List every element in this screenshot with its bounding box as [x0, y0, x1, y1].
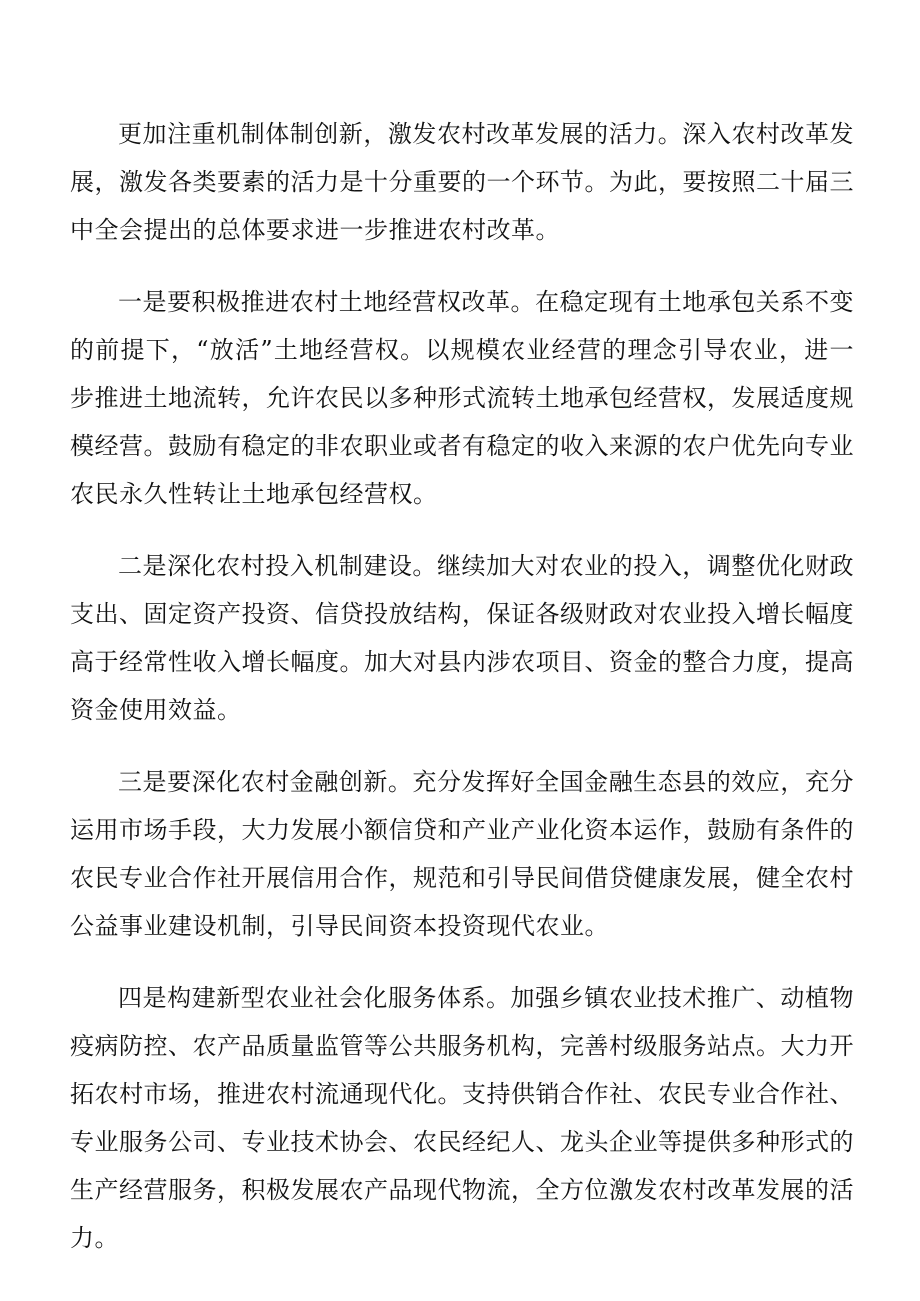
document-body	[70, 110, 854, 1286]
paragraph-intro: 更加注重机制体制创新，激发农村改革发展的活力。深入农村改革发展，激发各类要素的活力是十分重要的一个环节。为此，要按照二十届三中全会提出的总体要求进一步推进农村改革。	[70, 120, 854, 244]
paragraph-services: 四是构建新型农业社会化服务体系。加强乡镇农业技术推广、动植物疫病防控、农产品质量监管等公共服务机构，完善村级服务站点。大力开拓农村市场，推进农村流通现代化。支持供销合作社、农民专业合作社、专业服务公司、专业技术协会、农民经纪人、龙头企业等提供多种形式的生产经营服务，积极发展农产品现代物流，全方位激发农村改革发展的活力。	[70, 984, 854, 1252]
paragraph-finance: 三是要深化农村金融创新。充分发挥好全国金融生态县的效应，充分运用市场手段，大力发展小额信贷和产业产业化资本运作，鼓励有条件的农民专业合作社开展信用合作，规范和引导民间借贷健康发展，健全农村公益事业建设机制，引导民间资本投资现代农业。	[70, 768, 854, 940]
paragraph-investment: 二是深化农村投入机制建设。继续加大对农业的投入，调整优化财政支出、固定资产投资、信贷投放结构，保证各级财政对农业投入增长幅度高于经常性收入增长幅度。加大对县内涉农项目、资金的整合力度，提高资金使用效益。	[70, 552, 854, 724]
paragraph-land-reform: 一是要积极推进农村土地经营权改革。在稳定现有土地承包关系不变的前提下，“放活”土地经营权。以规模农业经营的理念引导农业，进一步推进土地流转，允许农民以多种形式流转土地承包经营权，发展适度规模经营。鼓励有稳定的非农职业或者有稳定的收入来源的农户优先向专业农民永久性转让土地承包经营权。	[70, 288, 854, 508]
